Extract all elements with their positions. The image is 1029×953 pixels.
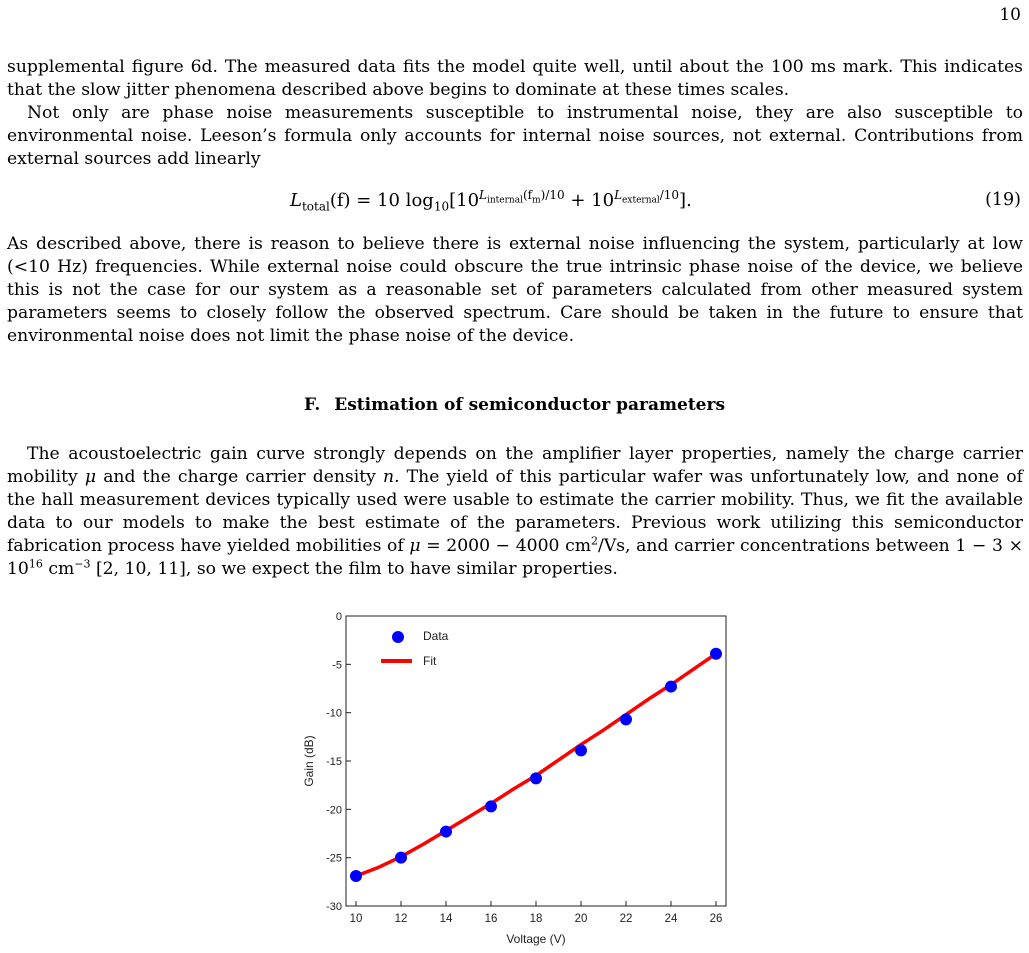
y-tick-label: -10	[326, 707, 342, 720]
legend-data-marker	[392, 631, 404, 643]
eq-exp1-arg: (f	[522, 188, 533, 202]
x-tick-label: 12	[394, 913, 408, 925]
data-point	[530, 772, 542, 784]
p4-mu: μ	[84, 467, 97, 487]
y-axis	[326, 611, 351, 913]
gain-figure	[290, 600, 750, 950]
data-point	[350, 870, 362, 882]
eq-lhs: L	[290, 190, 302, 211]
eq-exp1-tail: )/10	[540, 188, 565, 202]
data-point	[485, 800, 497, 812]
p4-part6: cm	[42, 559, 75, 579]
paragraph-2	[7, 102, 1023, 171]
y-tick-label: -5	[332, 659, 342, 672]
p4-part3: . The yield of this particular wafer was unfortunately low, and none of the hall measurement devices typically used were usable to estimate the carrier mobility. Thus, we fit the available data to our models to make the best estimate of the parameters. Previous work utilizing this semiconductor fabrication process have yielded mobilities of	[7, 467, 1023, 556]
p4-part2: and the charge carrier density	[96, 467, 383, 487]
x-tick-label: 20	[574, 913, 588, 925]
p4-sup2: 2	[591, 534, 599, 548]
paragraph-1-text: supplemental figure 6d. The measured data fits the model quite well, until about the 100 ms mark. This indicates that the slow jitter phenomena described above begins to dominate at these times scales.	[7, 57, 1023, 100]
data-point	[620, 713, 632, 725]
paragraph-3-text: As described above, there is reason to believe there is external noise influencing the system, particularly at low (<10 Hz) frequencies. While external noise could obscure the true intrinsic phase noise of the device, we believe this is not the case for our system as a reasonable set of parameters calculated from other measured system parameters seems to closely follow the observed spectrum. Care should be taken in the future to ensure that environmental noise does not limit the phase noise of the device.	[7, 234, 1023, 346]
p4-n: n	[383, 467, 395, 487]
equation-body	[290, 189, 692, 212]
data-point	[395, 852, 407, 864]
section-label: F.	[303, 395, 321, 415]
p4-mu2: μ	[409, 536, 421, 556]
p4-sup16: 16	[28, 557, 43, 571]
data-point	[710, 648, 722, 660]
legend-fit-label: Fit	[423, 654, 437, 668]
paragraph-1	[7, 56, 1023, 102]
gain-chart	[290, 600, 750, 950]
data-point	[665, 681, 677, 693]
y-tick-label: 0	[335, 611, 342, 623]
fit-line	[356, 654, 716, 876]
y-tick-label: -15	[326, 756, 342, 768]
eq-bracket-close: ].	[679, 190, 692, 211]
eq-exp1-arg-sub: m	[532, 195, 541, 206]
paragraph-2-text: Not only are phase noise measurements susceptible to instrumental noise, they are also susceptible to environmental noise. Leeson’s formula only accounts for internal noise sources, not external. Contributions from external sources add linearly	[7, 103, 1023, 169]
x-tick-label: 22	[619, 913, 633, 925]
p4-part1: The acoustoelectric gain curve strongly depends on the amplifier layer properties, namely the charge carrier mobility	[7, 444, 1023, 487]
eq-exp1: L	[479, 188, 487, 202]
eq-plus: + 10	[564, 190, 615, 211]
y-tick-label: -25	[326, 852, 342, 865]
data-series	[350, 648, 722, 882]
y-tick-label: -30	[326, 901, 342, 913]
eq-exp2: L	[614, 188, 623, 202]
eq-bracket-open: [10	[449, 190, 480, 211]
x-axis-label: Voltage (V)	[506, 932, 566, 946]
paragraph-4	[7, 443, 1023, 581]
paragraph-4-text	[7, 443, 1023, 581]
eq-exp2-tail: /10	[659, 188, 680, 202]
x-tick-label: 10	[349, 913, 363, 925]
page-number: 10	[999, 5, 1021, 25]
y-axis-label: Gain (dB)	[302, 735, 316, 787]
section-title: Estimation of semiconductor parameters	[334, 395, 726, 415]
data-point	[575, 744, 587, 756]
y-tick-label: -20	[326, 804, 342, 817]
x-tick-label: 24	[664, 913, 678, 925]
equation-number: (19)	[985, 190, 1021, 210]
legend-data-label: Data	[423, 629, 449, 643]
p4-part5: /Vs, and carrier concentrations between 1 − 3 × 10	[7, 536, 1024, 579]
x-tick-label: 26	[709, 913, 723, 925]
equation-19	[0, 187, 1029, 215]
x-axis	[350, 901, 723, 925]
eq-lhs-sub: total	[301, 199, 330, 214]
paragraph-3	[7, 233, 1023, 348]
fit-series	[356, 654, 716, 876]
x-tick-label: 14	[439, 913, 453, 925]
x-tick-label: 16	[484, 913, 498, 925]
section-heading	[0, 394, 1029, 417]
x-tick-label: 18	[529, 913, 543, 925]
eq-log-base: 10	[433, 199, 450, 214]
p4-part4: = 2000 − 4000 cm	[420, 536, 592, 556]
p4-supm3: −3	[74, 557, 91, 571]
p4-part7: [2, 10, 11], so we expect the film to have similar properties.	[90, 559, 618, 579]
eq-arg: (f) = 10 log	[329, 190, 434, 211]
legend	[381, 629, 449, 668]
eq-exp2-sub: external	[622, 195, 660, 206]
eq-exp1-sub: internal	[487, 195, 523, 206]
data-point	[440, 826, 452, 838]
